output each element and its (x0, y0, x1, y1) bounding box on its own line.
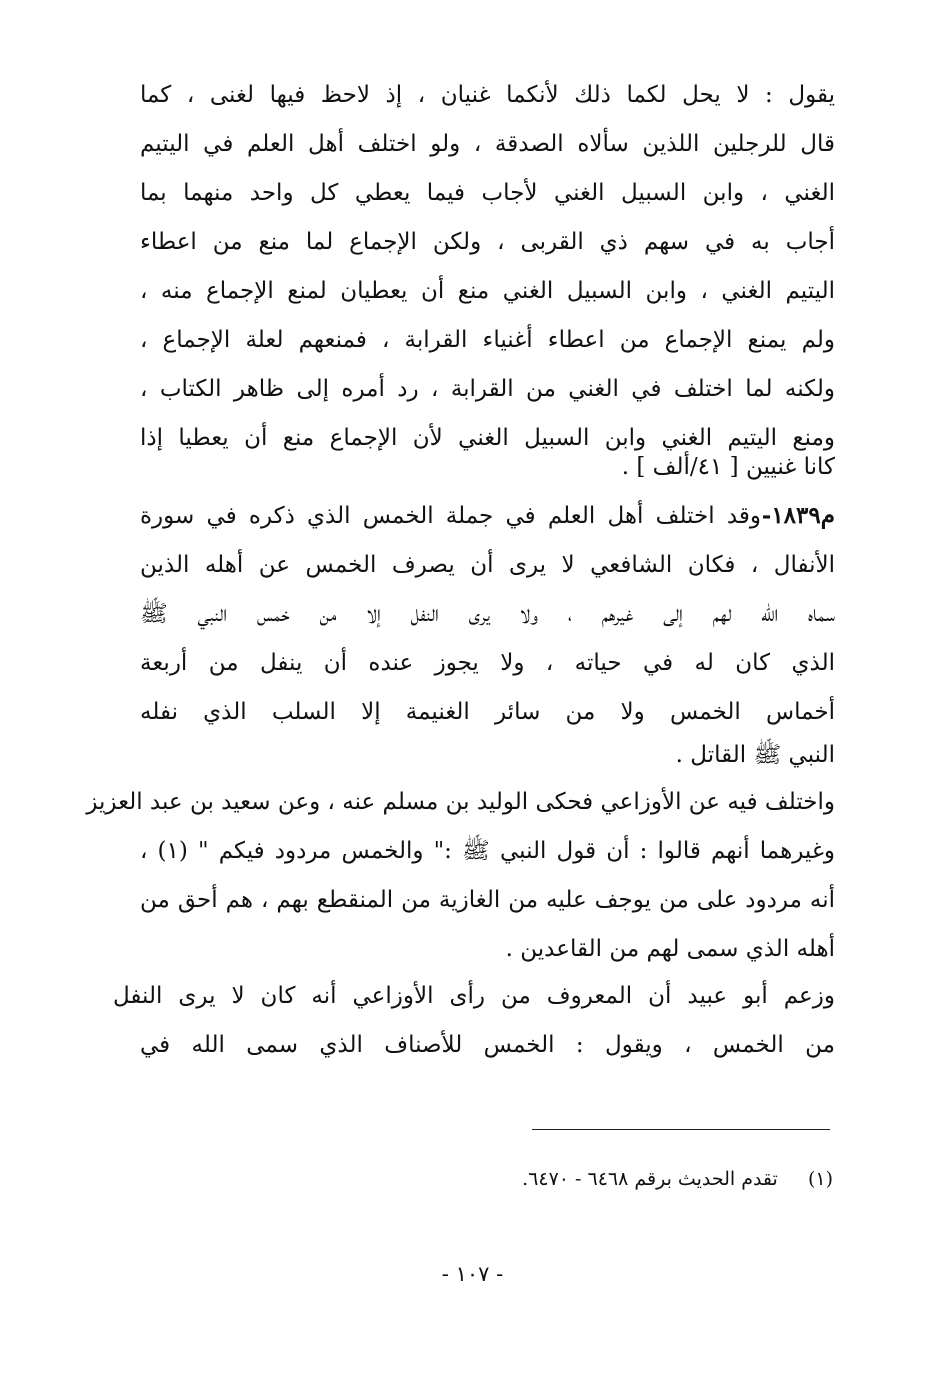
text-line: من الخمس ، ويقول : الخمس للأصناف الذي سمى الله في (140, 1032, 835, 1058)
text-line: سماه الله لهم إلى غيرهم ، ولا يرى النفل إلا من خمس النبي ﷺ (140, 601, 835, 627)
text-line: قال للرجلين اللذين سألاه الصدقة ، ولو اختلف أهل العلم في اليتيم (140, 131, 835, 157)
text-line: وقد اختلف أهل العلم في جملة الخمس الذي ذكره في سورة (140, 503, 761, 529)
text-line: وزعم أبو عبيد أن المعروف من رأى الأوزاعي أنه كان لا يرى النفل (113, 983, 835, 1009)
paragraph-number: م١٨٣٩- (761, 502, 835, 529)
text-line: الأنفال ، فكان الشافعي لا يرى أن يصرف الخمس عن أهله الذين (140, 552, 835, 578)
text-line: يقول : لا يحل لكما ذلك لأنكما غنيان ، إذ لاحظ فيها لغنى ، كما (140, 82, 835, 108)
text-line: وغيرهما أنهم قالوا : أن قول النبي ﷺ :" والخمس مردود فيكم " (١) ، (140, 838, 835, 864)
text-line: ومنع اليتيم الغني وابن السبيل الغني لأن الإجماع منع أن يعطيا إذا (140, 425, 836, 451)
text-line: أخماس الخمس ولا من سائر الغنيمة إلا السلب الذي نفله (140, 699, 835, 725)
text-line: أنه مردود على من يوجف عليه من الغازية من المنقطع بهم ، هم أحق من (140, 887, 835, 913)
text-line: النبي ﷺ القاتل . (675, 742, 835, 768)
footnote-separator (532, 1129, 830, 1130)
footnote-text: تقدم الحديث برقم ٦٤٦٨ - ٦٤٧٠. (522, 1168, 778, 1190)
text-line: اليتيم الغني ، وابن السبيل الغني منع أن يعطيان لمنع الإجماع منه ، (140, 278, 835, 304)
text-line: الغني ، وابن السبيل الغني لأجاب فيما يعطي كل واحد منهما بما (140, 180, 835, 206)
text-line: الذي كان له في حياته ، ولا يجوز عنده أن ينفل من أربعة (140, 650, 835, 676)
text-line: أجاب به في سهم ذي القربى ، ولكن الإجماع لما منع من اعطاء (140, 229, 835, 255)
text-line: كانا غنيين [ ٤١/ألف ] . (621, 454, 835, 480)
text-line: ولم يمنع الإجماع من اعطاء أغنياء القرابة ، فمنعهم لعلة الإجماع ، (140, 327, 835, 353)
footnote-marker: (١) (807, 1168, 833, 1190)
text-line: أهله الذي سمى لهم من القاعدين . (505, 936, 835, 962)
page-number: - ١٠٧ - (441, 1262, 504, 1286)
text-line: ولكنه لما اختلف في الغني من القرابة ، رد أمره إلى ظاهر الكتاب ، (140, 376, 835, 402)
footnote (522, 1164, 833, 1194)
text-line: واختلف فيه عن الأوزاعي فحكى الوليد بن مسلم عنه ، وعن سعيد بن عبد العزيز (86, 789, 835, 815)
